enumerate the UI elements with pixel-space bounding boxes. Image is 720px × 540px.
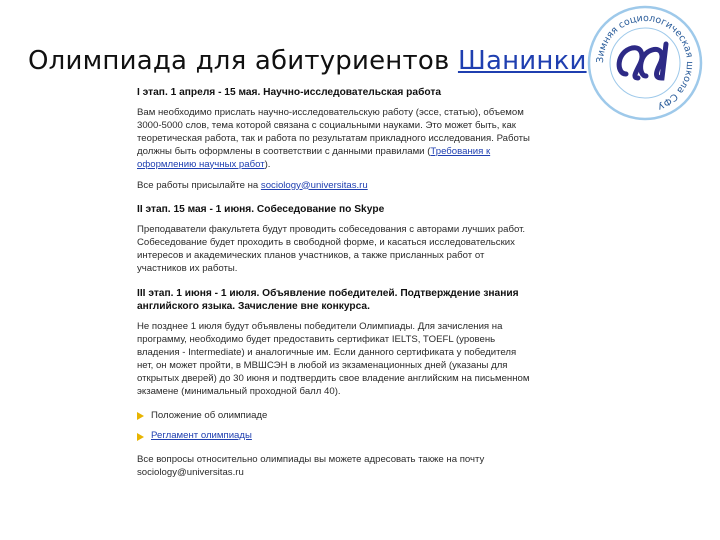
regulation-link-item[interactable] bbox=[137, 410, 532, 423]
stage1-text-1: Вам необходимо прислать научно-исследовательскую работу (эссе, статью), объемом 3000-5000 слов, тема которой связана с социальными науками. Это может быть, как теоретическая работа, так и работа по результатам прикладного исследования. Работы должны быть оформлены в соответствии с данными правилами ( bbox=[137, 107, 530, 157]
slide-title-text: Олимпиада для абитуриентов bbox=[28, 46, 458, 76]
logo-ring-text: Зимняя социологическая школа СФУ bbox=[594, 12, 696, 111]
arrow-right-icon bbox=[137, 412, 144, 420]
stage2-description: Преподаватели факультета будут проводить собеседования с авторами лучших работ. Собеседование будет проходить в свободной форме, и касаться исследовательских интересов и академических планов участников, а также присланных работ от участников их работы. bbox=[137, 224, 526, 275]
stage1-send-email[interactable]: sociology@universitas.ru bbox=[260, 179, 368, 191]
stage2-heading: II этап. 15 мая - 1 июня. Собеседование по Skype bbox=[137, 204, 385, 216]
stage1-text-2: ). bbox=[264, 158, 271, 170]
footer-email[interactable]: sociology@universitas.ru bbox=[137, 467, 244, 479]
stage1-send-line bbox=[137, 180, 532, 193]
footer-text: Все вопросы относительно олимпиады вы можете адресовать также на почту bbox=[137, 454, 485, 466]
arrow-right-icon bbox=[137, 433, 144, 441]
rules-link-item[interactable] bbox=[137, 430, 532, 443]
slide-title-link[interactable]: Шанинки bbox=[457, 46, 587, 76]
stage3-description: Не позднее 1 июля будут объявлены победители Олимпиады. Для зачисления на программу, необходимо будет предоставить сертификат IELTS, TOEFL (уровень владения - Intermediate) и аналогичные им. Если данного сертификата у победителя нет, он может пройти, в МВШСЭН в любой из экзаменационных дней (указаны для открытых дверей) до 30 июня и подтвердить свое владение английским на письменном экзамене (минимальный проходной балл 40). bbox=[137, 321, 530, 397]
stage3-heading: III этап. 1 июня - 1 июля. Объявление победителей. Подтверждение знания английского языка. Зачисление вне конкурса. bbox=[137, 288, 519, 313]
stage1-send-text: Все работы присылайте на bbox=[137, 179, 261, 191]
school-logo bbox=[586, 4, 704, 122]
slide-title bbox=[28, 46, 587, 76]
stage1-description bbox=[137, 107, 532, 172]
regulation-link[interactable]: Положение об олимпиаде bbox=[151, 409, 268, 421]
olympiad-document bbox=[137, 86, 532, 480]
stage1-heading: I этап. 1 апреля - 15 мая. Научно-исследовательская работа bbox=[137, 87, 441, 98]
rules-link[interactable]: Регламент олимпиады bbox=[151, 430, 252, 442]
requirements-link[interactable]: Требования к оформлению научных работ bbox=[137, 145, 491, 170]
